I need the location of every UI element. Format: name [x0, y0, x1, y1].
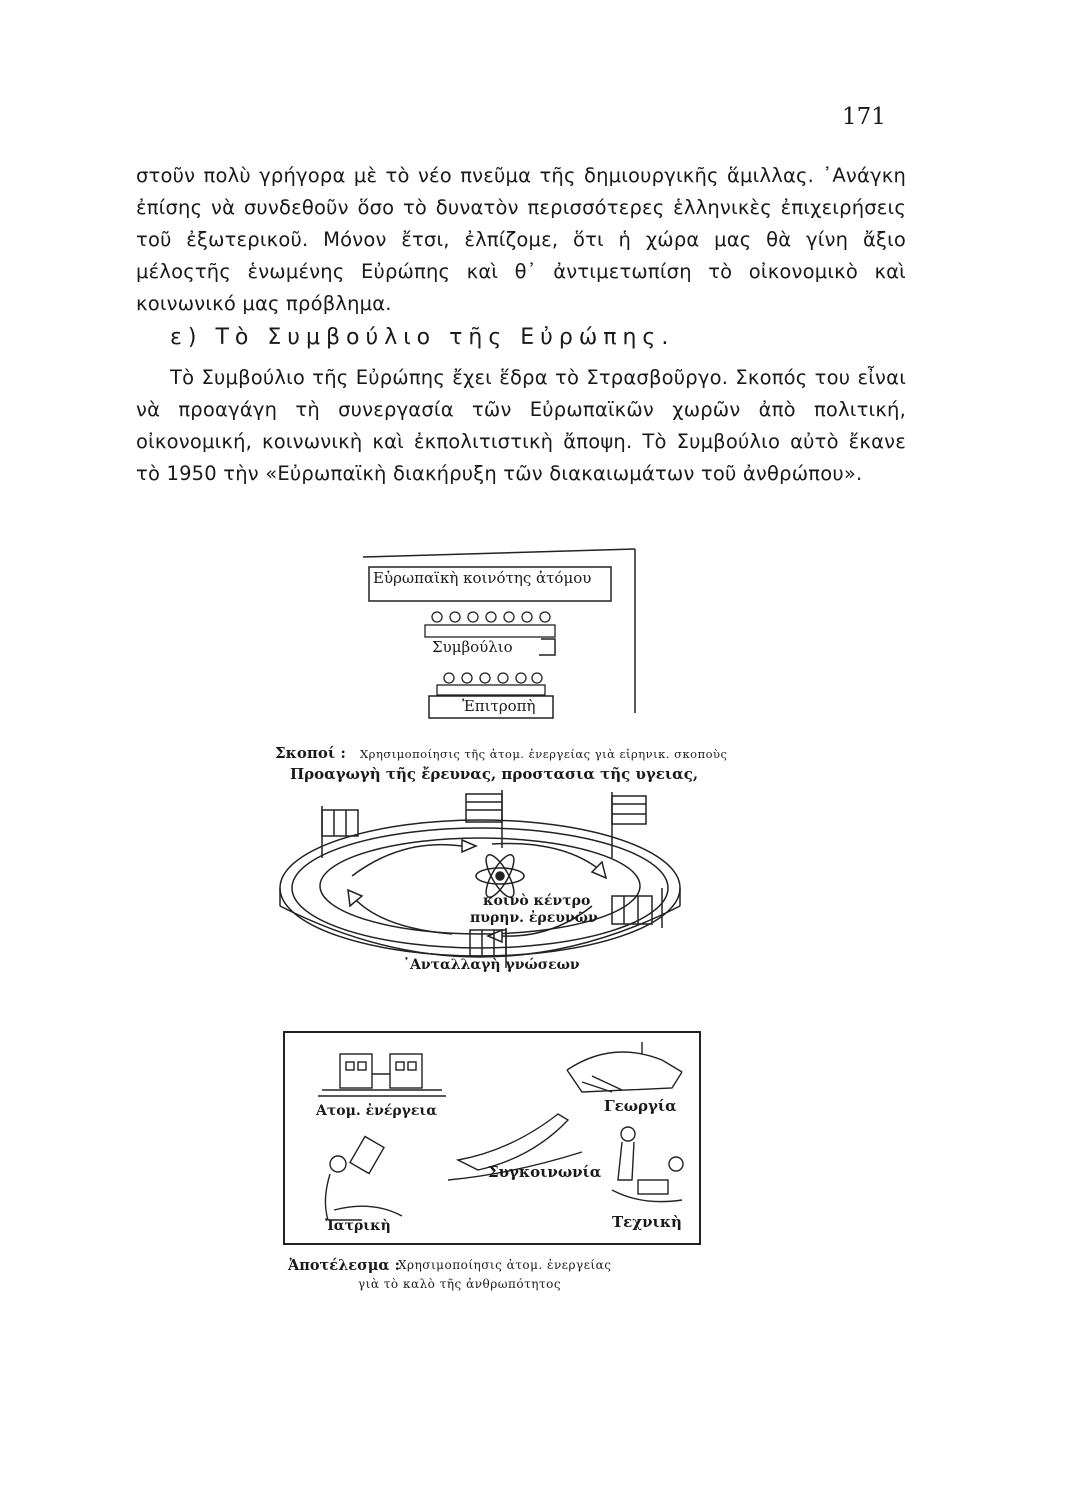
result-line-2: γιὰ τὸ καλὸ τῆς ἀνθρωπότητος	[358, 1277, 562, 1291]
aims-label: Σκοποί :	[275, 744, 346, 762]
center-line-1: κοινὸ κέντρο	[483, 893, 591, 909]
aims-text: Χρησιμοποίησις τῆς ἀτομ. ἐνεργείας γιὰ εἰρηνικ. σκοποὺς	[360, 747, 728, 761]
farm-landscape-icon	[567, 1042, 682, 1092]
transport-label: Συγκοινωνία	[488, 1163, 602, 1181]
applications-diagram	[282, 1030, 722, 1270]
page-number: 171	[842, 104, 886, 130]
paragraph-2: Τὸ Συμβούλιο τῆς Εὐρώπης ἔχει ἕδρα τὸ Στρασβοῦργο. Σκοπός του εἶναι νὰ προαγάγη τὴ συνεργασία τῶν Εὐρωπαϊκῶν χωρῶν ἀπὸ πολιτική, οἰκονομική, κοινωνικὴ καὶ ἐκπολιτιστικὴ ἄποψη. Τὸ Συμβούλιο αὐτὸ ἔκανε τὸ 1950 τὴν «Εὐρωπαϊκὴ διακήρυξη τῶν διακαιωμάτων τοῦ ἀνθρώπου».	[136, 366, 906, 485]
result-line-1: Χρησιμοποίησις ἀτομ. ἐνεργείας	[398, 1258, 612, 1272]
euratom-title-box: Εὐρωπαϊκὴ κοινότης ἀτόμου	[373, 569, 592, 587]
commission-label: Ἐπιτροπὴ	[462, 697, 536, 715]
paragraph-1: στοῦν πολὺ γρήγορα μὲ τὸ νέο πνεῦμα τῆς δημιουργικῆς ἅμιλλας. ᾿Ανάγκη ἐπίσης νὰ συνδεθοῦν ὅσο τὸ δυνατὸν περισσότερες ἑλληνικὲς ἐπιχειρήσεις τοῦ ἐξωτερικοῦ. Μόνον ἔτσι, ἐλπίζομε, ὅτι ἡ χώρα μας θὰ γίνη ἄξιο μέλοςτῆς ἑνωμένης Εὐρώπης καὶ θ᾿ ἀντιμετωπίση τὸ οἰκονομικὸ καὶ κοινωνικό μας πρόβλημα.	[136, 164, 906, 315]
exchange-label: ᾿Ανταλλαγὴ γνώσεων	[403, 957, 580, 973]
section-heading: ε) Τὸ Συμβούλιο τῆς Εὐρώπης.	[170, 325, 675, 350]
technology-label: Τεχνικὴ	[612, 1213, 682, 1231]
power-plant-icon	[318, 1054, 446, 1096]
result-label: Ἀποτέλεσμα :	[288, 1257, 400, 1274]
flag-icon-top	[466, 790, 502, 848]
flag-icon-left	[322, 806, 358, 858]
commission-members-icon	[437, 673, 545, 695]
atomic-energy-label: Ατομ. ἐνέργεια	[316, 1103, 437, 1119]
aims-line-2: Προαγωγὴ τῆς ἔρευνας, προστασια τῆς υγειας,	[290, 765, 699, 783]
council-members-icon	[425, 612, 555, 637]
technician-icon	[612, 1127, 683, 1202]
center-line-2: πυρην. ἐρευνῶν	[470, 910, 598, 926]
doctor-patient-icon	[325, 1137, 402, 1220]
council-label: Συμβούλιο	[432, 638, 513, 656]
medicine-label: Ἰατρικὴ	[325, 1218, 391, 1234]
agriculture-label: Γεωργία	[604, 1097, 677, 1115]
